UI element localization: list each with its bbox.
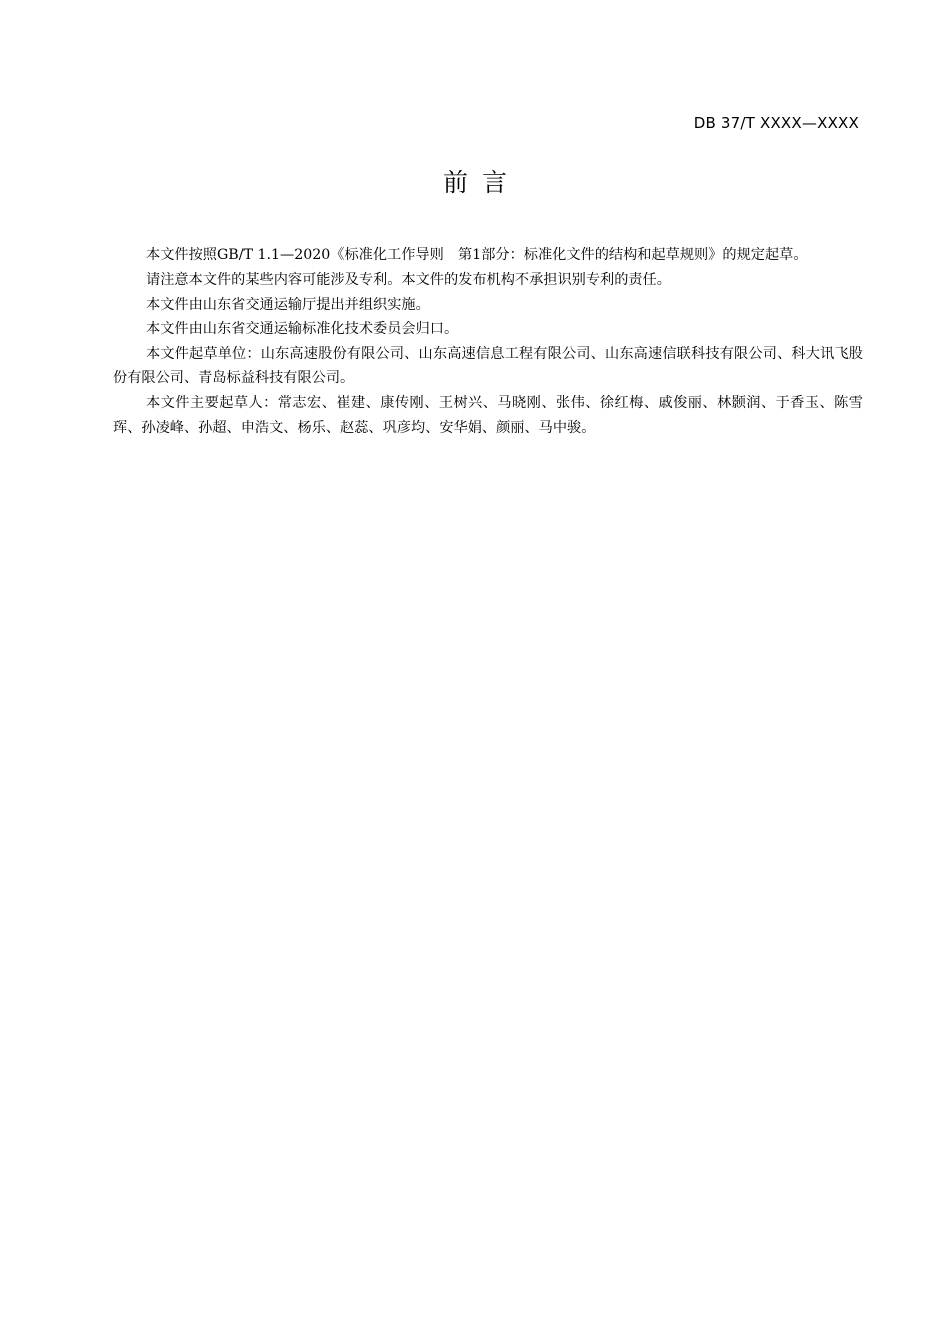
paragraph-patent-notice: 请注意本文件的某些内容可能涉及专利。本文件的发布机构不承担识别专利的责任。 — [146, 271, 671, 288]
paragraph-proposer: 本文件由山东省交通运输厅提出并组织实施。 — [146, 296, 430, 313]
paragraph-drafting-rules: 本文件按照GB/T 1.1—2020《标准化工作导则 第1部分：标准化文件的结构和起草规则》的规定起草。 — [146, 247, 808, 263]
page-title: 前言 — [442, 168, 521, 197]
document-code: DB 37/T XXXX—XXXX — [693, 114, 859, 132]
foreword-body — [113, 243, 863, 440]
paragraph-drafting-units: 本文件起草单位：山东高速股份有限公司、山东高速信息工程有限公司、山东高速信联科技有限公司、科大讯飞股份有限公司、青岛标益科技有限公司。 — [113, 346, 863, 387]
paragraph-committee: 本文件由山东省交通运输标准化技术委员会归口。 — [146, 321, 459, 338]
paragraph-drafters: 本文件主要起草人：常志宏、崔建、康传刚、王树兴、马晓刚、张伟、徐红梅、戚俊丽、林颢润、于香玉、陈雪珲、孙凌峰、孙超、申浩文、杨乐、赵蕊、巩彦均、安华娟、颜丽、马中骏。 — [113, 395, 863, 436]
